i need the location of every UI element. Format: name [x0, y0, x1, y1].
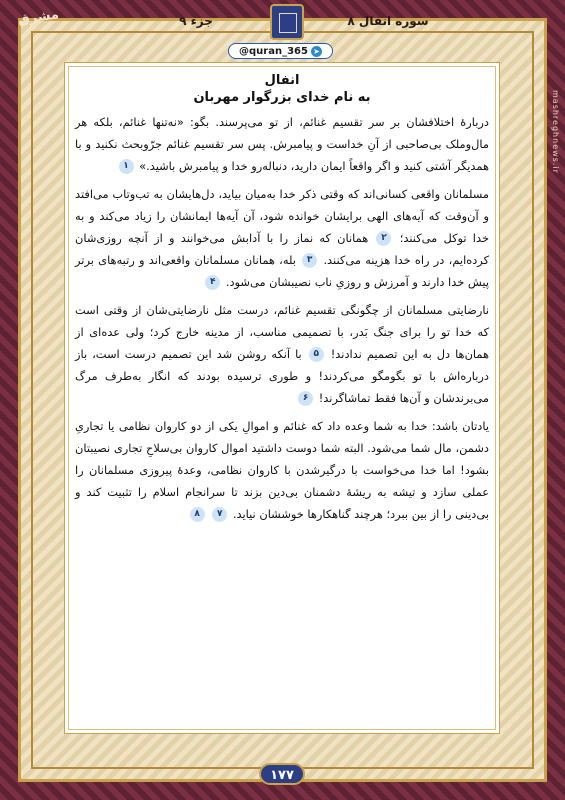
- paragraph-1: [75, 111, 489, 177]
- paragraph-text: بله، همانان مسلمانان واقعی‌اند و رتبه‌های برتر پیش خدا دارند و آمرزش و روزیِ ناب نصیبشان می‌شود.: [75, 253, 489, 289]
- emblem-icon: [270, 4, 304, 40]
- paragraph-3: [75, 299, 489, 409]
- verse-marker: ۴: [205, 275, 220, 290]
- verse-marker: ۳: [302, 253, 317, 268]
- paragraph-text: با آنکه روشن شد این تصمیم درست است، باز درباره‌اش با تو بگومگو می‌کردند! و طوری ترسیده بودند که انگار به‌طرف مرگ می‌برندشان و آن‌ها فقط تماشاگرند!: [75, 347, 489, 405]
- verse-marker: ۶: [298, 391, 313, 406]
- telegram-icon: ➤: [311, 46, 322, 57]
- verse-marker: ۲: [376, 231, 391, 246]
- side-watermark: mashreghnews.ir: [551, 90, 560, 174]
- page-number: ۱۷۷: [259, 763, 305, 785]
- paragraph-4: [75, 415, 489, 525]
- handle-text: @quran_365: [239, 45, 308, 57]
- verse-marker: ۷: [212, 507, 227, 522]
- publisher-logo: مشرق: [17, 7, 60, 28]
- text-panel: [64, 62, 500, 734]
- surah-title: انفال: [264, 73, 300, 88]
- paragraph-text: مسلمانان واقعی کسانی‌اند که وقتی ذکر خدا به‌میان بیاید، دل‌هایشان به تب‌وتاب می‌افتد و آن‌وقت که آیه‌های الهی برایشان خوانده شود، آن آیه‌ها ایمانشان را زیاد می‌کند و به خدا توکل می‌کنند؛: [75, 187, 489, 245]
- paragraph-text: نارضایتی مسلمانان از چگونگی تقسیم غنائم، درست مثل نارضایتی‌شان از وقتی است که خدا تو را برای جنگ بَدر، با تصمیمی مناسب، از مدینه خارج کرد؛ ولی عده‌ای از همان‌ها دل به این تصمیم ندادند!: [75, 303, 489, 361]
- verse-marker: ۵: [309, 347, 324, 362]
- paragraph-2: [75, 183, 489, 293]
- page-header: [8, 4, 557, 38]
- verse-marker: ۸: [190, 507, 205, 522]
- juz-label: جزء ۹: [179, 14, 213, 28]
- telegram-handle[interactable]: [228, 43, 333, 59]
- paragraph-text: دربارهٔ اختلافشان بر سر تقسیم غنائم، از تو می‌پرسند. بگو: «نه‌تنها غنائم، بلکه هر مال‌وملک بی‌صاحبی از آنِ خداست و پیامبرش. پس سر تقسیم غنائم جرّوبحث نکنید و با همدیگر آشتی کنید و اگر واقعاً ایمان دارید، دنباله‌رو خدا و پیامبرش باشید.»: [75, 115, 489, 173]
- basmala: به نام خدای بزرگوار مهربان: [193, 90, 371, 105]
- paragraph-text: همانان که نماز را با آدابش می‌خوانند و از آنچه روزی‌شان کرده‌ایم، در راه خدا هزینه می‌کنند.: [75, 231, 489, 267]
- verse-marker: ۱: [119, 159, 134, 174]
- surah-label: سوره انفال ۸: [347, 14, 429, 28]
- paragraph-text: یادتان باشد: خدا به شما وعده داد که غنائم و اموالِ یکی از دو کاروان نظامی یا تجاریِ دشمن، مال شما می‌شود. البته شما دوست داشتید اموال کاروان بی‌سلاحِ تجاری نصیبتان بشود! اما خدا می‌خواست با درگیرشدن با کاروان نظامی، وعدهٔ پیروزی مسلمانان را عملی سازد و تیشه به ریشهٔ دشمنان بی‌دین بزند تا سرانجام اسلام را تثبیت کند و بی‌دینی را از بین ببرد؛ هرچند گناهکارها خوششان نیاید.: [75, 419, 489, 521]
